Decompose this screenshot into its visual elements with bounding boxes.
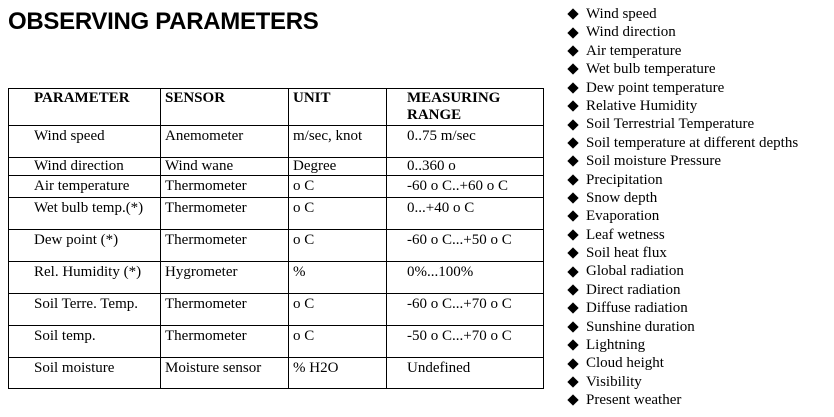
list-item-label: Present weather: [586, 392, 682, 409]
page-title: OBSERVING PARAMETERS: [8, 8, 319, 35]
list-item: [566, 189, 798, 207]
table-row: [9, 262, 544, 294]
list-item: [566, 226, 798, 244]
diamond-bullet-icon: [567, 321, 578, 332]
list-item-label: Diffuse radiation: [586, 300, 688, 317]
diamond-bullet-icon: [567, 376, 578, 387]
list-item: [566, 42, 798, 60]
diamond-bullet-icon: [567, 284, 578, 295]
diamond-bullet-icon: [567, 395, 578, 406]
cell-unit: o C: [289, 294, 387, 326]
cell-range: 0..75 m/sec: [387, 126, 544, 158]
table-row: [9, 126, 544, 158]
list-item: [566, 5, 798, 23]
cell-unit: o C: [289, 198, 387, 230]
list-item: [566, 115, 798, 133]
header-measuring-range-line2: RANGE: [407, 107, 462, 123]
cell-parameter: Wind direction: [9, 158, 161, 176]
list-item-label: Relative Humidity: [586, 97, 698, 114]
list-item: [566, 391, 798, 409]
list-item-label: Wet bulb temperature: [586, 61, 716, 78]
header-parameter: PARAMETER: [9, 89, 161, 126]
header-measuring-range: [387, 89, 544, 126]
list-item-label: Soil Terrestrial Temperature: [586, 116, 755, 133]
list-item-label: Wind direction: [586, 24, 676, 41]
table-header-row: [9, 89, 544, 126]
cell-sensor: Thermometer: [161, 198, 289, 230]
list-item-label: Direct radiation: [586, 281, 681, 298]
cell-sensor: Thermometer: [161, 326, 289, 358]
cell-range: -60 o C...+50 o C: [387, 230, 544, 262]
cell-parameter: Soil temp.: [9, 326, 161, 358]
cell-parameter: Wind speed: [9, 126, 161, 158]
cell-parameter: Air temperature: [9, 176, 161, 198]
header-sensor: SENSOR: [161, 89, 289, 126]
cell-range: 0..360 o: [387, 158, 544, 176]
table-row: [9, 198, 544, 230]
list-item: [566, 60, 798, 78]
diamond-bullet-icon: [567, 27, 578, 38]
list-item: [566, 281, 798, 299]
cell-unit: Degree: [289, 158, 387, 176]
cell-parameter: Dew point (*): [9, 230, 161, 262]
diamond-bullet-icon: [567, 358, 578, 369]
list-item: [566, 373, 798, 391]
list-item: [566, 171, 798, 189]
diamond-bullet-icon: [567, 192, 578, 203]
table-row: [9, 176, 544, 198]
list-item: [566, 97, 798, 115]
list-item-label: Global radiation: [586, 263, 684, 280]
list-item: [566, 134, 798, 152]
diamond-bullet-icon: [567, 45, 578, 56]
list-item: [566, 299, 798, 317]
diamond-bullet-icon: [567, 156, 578, 167]
diamond-bullet-icon: [567, 248, 578, 259]
cell-unit: o C: [289, 230, 387, 262]
list-item-label: Leaf wetness: [586, 226, 665, 243]
diamond-bullet-icon: [567, 100, 578, 111]
header-unit: UNIT: [289, 89, 387, 126]
parameter-bullet-list: [566, 5, 798, 410]
cell-unit: % H2O: [289, 358, 387, 389]
cell-sensor: Moisture sensor: [161, 358, 289, 389]
list-item-label: Snow depth: [586, 189, 658, 206]
table-row: [9, 294, 544, 326]
cell-range: -60 o C...+70 o C: [387, 294, 544, 326]
cell-parameter: Soil moisture: [9, 358, 161, 389]
diamond-bullet-icon: [567, 266, 578, 277]
diamond-bullet-icon: [567, 9, 578, 20]
list-item-label: Air temperature: [586, 42, 682, 59]
cell-sensor: Wind wane: [161, 158, 289, 176]
list-item: [566, 23, 798, 41]
cell-parameter: Wet bulb temp.(*): [9, 198, 161, 230]
diamond-bullet-icon: [567, 229, 578, 240]
cell-sensor: Thermometer: [161, 294, 289, 326]
list-item: [566, 336, 798, 354]
list-item: [566, 207, 798, 225]
cell-parameter: Soil Terre. Temp.: [9, 294, 161, 326]
cell-range: Undefined: [387, 358, 544, 389]
list-item-label: Evaporation: [586, 208, 660, 225]
diamond-bullet-icon: [567, 174, 578, 185]
list-item: [566, 244, 798, 262]
diamond-bullet-icon: [567, 64, 578, 75]
list-item-label: Cloud height: [586, 355, 664, 372]
list-item-label: Precipitation: [586, 171, 663, 188]
list-item: [566, 152, 798, 170]
cell-range: 0%...100%: [387, 262, 544, 294]
diamond-bullet-icon: [567, 303, 578, 314]
cell-sensor: Thermometer: [161, 230, 289, 262]
list-item-label: Visibility: [586, 373, 642, 390]
parameters-table: [8, 88, 544, 389]
list-item-label: Wind speed: [586, 6, 657, 22]
header-measuring-range-line1: MEASURING: [407, 90, 501, 106]
list-item: [566, 262, 798, 280]
cell-unit: o C: [289, 326, 387, 358]
cell-sensor: Thermometer: [161, 176, 289, 198]
list-item-label: Sunshine duration: [586, 318, 695, 335]
diamond-bullet-icon: [567, 211, 578, 222]
cell-range: -60 o C..+60 o C: [387, 176, 544, 198]
diamond-bullet-icon: [567, 137, 578, 148]
table-row: [9, 230, 544, 262]
list-item: [566, 318, 798, 336]
list-item-label: Soil heat flux: [586, 245, 667, 262]
diamond-bullet-icon: [567, 82, 578, 93]
list-item: [566, 79, 798, 97]
list-item: [566, 354, 798, 372]
cell-range: 0...+40 o C: [387, 198, 544, 230]
cell-parameter: Rel. Humidity (*): [9, 262, 161, 294]
cell-sensor: Anemometer: [161, 126, 289, 158]
cell-unit: o C: [289, 176, 387, 198]
list-item-label: Soil temperature at different depths: [586, 134, 799, 151]
cell-range: -50 o C...+70 o C: [387, 326, 544, 358]
list-item-label: Dew point temperature: [586, 79, 725, 96]
cell-unit: m/sec, knot: [289, 126, 387, 158]
diamond-bullet-icon: [567, 340, 578, 351]
diamond-bullet-icon: [567, 119, 578, 130]
table-row: [9, 326, 544, 358]
table-row: [9, 358, 544, 389]
list-item-label: Soil moisture Pressure: [586, 153, 721, 170]
table-row: [9, 158, 544, 176]
cell-unit: %: [289, 262, 387, 294]
cell-sensor: Hygrometer: [161, 262, 289, 294]
list-item-label: Lightning: [586, 337, 646, 354]
